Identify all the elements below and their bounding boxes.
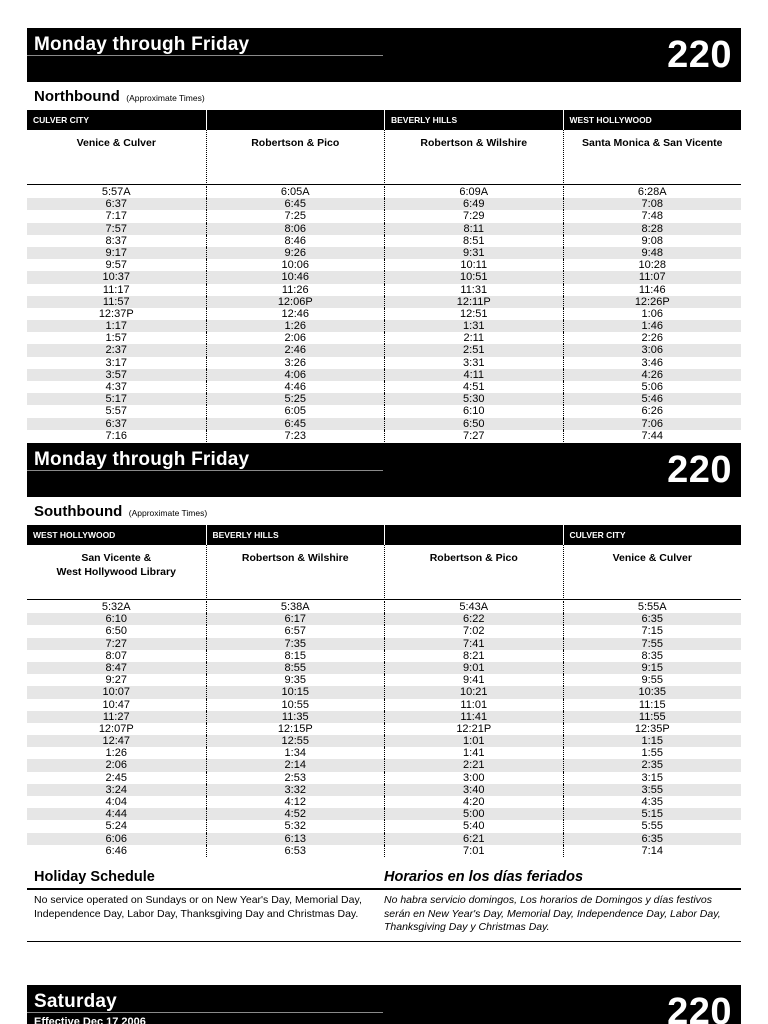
- table-row: [27, 784, 741, 796]
- table-row: [27, 259, 741, 271]
- time-cell: 5:55A: [563, 601, 742, 613]
- zone-label: BEVERLY HILLS: [384, 110, 563, 130]
- time-cell: 8:37: [105, 234, 127, 247]
- time-cell: 7:23: [206, 430, 385, 442]
- time-cell: 6:13: [206, 833, 385, 845]
- time-cell: 12:47: [102, 735, 131, 748]
- time-cell: 3:40: [384, 784, 563, 796]
- time-cell: 7:15: [563, 625, 742, 637]
- time-cell: 6:09A: [384, 186, 563, 198]
- time-cell: 4:20: [384, 796, 563, 808]
- table-row: [27, 650, 741, 662]
- holiday-text-es: No habra servicio domingos, Los horarios de Domingos y días festivos serán en New Year's Day, Memorial Day, Independence Day, Labor Day, Thanksgiving Day y Christmas Day.: [384, 894, 721, 933]
- time-cell: 8:15: [206, 650, 385, 662]
- zone-header-row: [27, 110, 741, 130]
- time-cell: 10:35: [563, 686, 742, 698]
- time-cell: 7:08: [563, 198, 742, 210]
- southbound-heading: [34, 503, 207, 521]
- time-cell: 6:53: [206, 845, 385, 857]
- time-cell: 5:00: [384, 808, 563, 820]
- time-cell: 3:17: [105, 356, 127, 369]
- time-cell: 11:26: [206, 284, 385, 296]
- time-cell: 6:26: [563, 405, 742, 417]
- time-cell: 7:27: [384, 430, 563, 442]
- time-cell: 11:15: [563, 699, 742, 711]
- table-row: [27, 601, 741, 613]
- northbound-schedule: [27, 110, 741, 443]
- time-cell: 5:25: [206, 393, 385, 405]
- time-cell: 2:14: [206, 759, 385, 771]
- time-cell: 7:25: [206, 210, 385, 222]
- time-cell: 7:14: [563, 845, 742, 857]
- table-row: [27, 344, 741, 356]
- time-cell: 3:00: [384, 772, 563, 784]
- time-cell: 7:35: [206, 638, 385, 650]
- time-cell: 7:57: [105, 222, 127, 235]
- time-cell: 12:26P: [563, 296, 742, 308]
- time-cell: 4:06: [206, 369, 385, 381]
- holiday-english: [27, 867, 384, 888]
- time-cell: 7:17: [105, 210, 127, 223]
- direction-label: Northbound: [34, 88, 120, 105]
- saturday-banner-title: Saturday: [34, 991, 117, 1012]
- time-cell: 6:05A: [206, 186, 385, 198]
- table-row: [27, 759, 741, 771]
- time-cell: 9:31: [384, 247, 563, 259]
- time-cell: 10:11: [384, 259, 563, 271]
- northbound-heading: [34, 88, 205, 106]
- table-row: [27, 772, 741, 784]
- time-cell: 4:37: [105, 381, 127, 393]
- time-cell: 3:57: [105, 368, 127, 381]
- southbound-banner: [27, 443, 741, 497]
- time-cell: 9:01: [384, 662, 563, 674]
- time-cell: 12:51: [384, 308, 563, 320]
- zone-header-row: [27, 525, 741, 545]
- banner-rule: [27, 1012, 383, 1013]
- time-cell: 1:34: [206, 747, 385, 759]
- zone-label: CULVER CITY: [563, 525, 742, 545]
- time-cell: 4:11: [384, 369, 563, 381]
- time-cell: 4:46: [206, 381, 385, 393]
- approx-note: (Approximate Times): [128, 508, 208, 518]
- time-cell: 7:27: [105, 637, 127, 650]
- time-cell: 6:06: [105, 832, 127, 845]
- table-row: [27, 284, 741, 296]
- time-cell: 6:22: [384, 613, 563, 625]
- zone-label: WEST HOLLYWOOD: [33, 530, 116, 540]
- table-row: [27, 735, 741, 747]
- banner-rule: [27, 470, 383, 471]
- time-cell: 8:07: [105, 649, 127, 662]
- banner-rule: [27, 55, 383, 56]
- southbound-schedule: [27, 525, 741, 858]
- time-cell: 7:02: [384, 625, 563, 637]
- table-row: [27, 271, 741, 283]
- table-row: [27, 186, 741, 198]
- time-cell: 10:21: [384, 686, 563, 698]
- time-cell: 5:24: [105, 820, 127, 833]
- time-cell: 10:51: [384, 271, 563, 283]
- time-cell: 9:08: [563, 235, 742, 247]
- time-cell: 9:57: [105, 259, 127, 272]
- zone-label: [384, 525, 563, 545]
- stop-name: Venice & Culver: [563, 545, 742, 600]
- time-cell: 6:10: [105, 613, 127, 626]
- time-cell: 5:40: [384, 820, 563, 832]
- table-row: [27, 247, 741, 259]
- time-table: [27, 601, 741, 857]
- time-cell: 5:32: [206, 820, 385, 832]
- time-cell: 10:46: [206, 271, 385, 283]
- holiday-english-body: [27, 890, 384, 921]
- time-cell: 6:46: [105, 844, 127, 857]
- time-cell: 9:17: [105, 246, 127, 259]
- time-cell: 9:41: [384, 674, 563, 686]
- time-cell: 3:06: [563, 344, 742, 356]
- time-cell: 5:17: [105, 393, 127, 406]
- time-cell: 1:55: [563, 747, 742, 759]
- holiday-spanish: [384, 867, 741, 888]
- time-cell: 6:45: [206, 198, 385, 210]
- time-cell: 5:15: [563, 808, 742, 820]
- time-cell: 6:28A: [563, 186, 742, 198]
- time-cell: 1:46: [563, 320, 742, 332]
- holiday-text: No service operated on Sundays or on New Year's Day, Memorial Day, Independence Day, Labor Day, Thanksgiving Day and Christmas Day.: [34, 894, 362, 920]
- time-cell: 11:41: [384, 711, 563, 723]
- time-cell: 1:26: [105, 747, 127, 760]
- time-table: [27, 186, 741, 442]
- table-row: [27, 833, 741, 845]
- time-cell: 12:11P: [384, 296, 563, 308]
- time-cell: 10:07: [102, 686, 131, 699]
- table-row: [27, 638, 741, 650]
- time-cell: 7:16: [105, 429, 127, 442]
- zone-label: CULVER CITY: [33, 115, 90, 125]
- table-row: [27, 223, 741, 235]
- holiday-spanish-body: [384, 890, 741, 935]
- table-row: [27, 296, 741, 308]
- route-number: 220: [667, 991, 732, 1024]
- time-cell: 3:32: [206, 784, 385, 796]
- holiday-title: Holiday Schedule: [34, 869, 155, 885]
- time-cell: 8:51: [384, 235, 563, 247]
- time-cell: 6:35: [563, 833, 742, 845]
- time-cell: 11:27: [102, 710, 130, 723]
- time-cell: 8:28: [563, 223, 742, 235]
- time-cell: 7:48: [563, 210, 742, 222]
- table-row: [27, 686, 741, 698]
- time-cell: 6:17: [206, 613, 385, 625]
- table-row: [27, 674, 741, 686]
- time-cell: 7:01: [384, 845, 563, 857]
- stop-name: Robertson & Wilshire: [384, 130, 563, 185]
- table-row: [27, 820, 741, 832]
- time-cell: 8:21: [384, 650, 563, 662]
- table-row: [27, 796, 741, 808]
- time-cell: 5:57A: [101, 186, 131, 198]
- approx-note: (Approximate Times): [126, 93, 205, 103]
- time-cell: 12:35P: [563, 723, 742, 735]
- table-row: [27, 723, 741, 735]
- time-cell: 1:06: [563, 308, 742, 320]
- time-cell: 5:38A: [206, 601, 385, 613]
- northbound-banner-title: Monday through Friday: [34, 34, 250, 55]
- time-cell: 5:43A: [384, 601, 563, 613]
- table-row: [27, 198, 741, 210]
- time-cell: 4:51: [384, 381, 563, 393]
- time-cell: 9:27: [105, 674, 127, 687]
- time-cell: 12:21P: [384, 723, 563, 735]
- time-cell: 6:05: [206, 405, 385, 417]
- time-cell: 5:57: [105, 405, 127, 418]
- stop-name: Robertson & Wilshire: [206, 545, 385, 600]
- stop-header-row: [27, 130, 741, 185]
- time-cell: 6:57: [206, 625, 385, 637]
- table-row: [27, 808, 741, 820]
- table-row: [27, 699, 741, 711]
- stop-name: Robertson & Pico: [384, 545, 563, 600]
- time-cell: 10:15: [206, 686, 385, 698]
- time-cell: 2:37: [105, 344, 127, 357]
- stop-name: Santa Monica & San Vicente: [563, 130, 742, 185]
- holiday-bottom-rule: [27, 941, 741, 942]
- stop-name: Robertson & Pico: [206, 130, 385, 185]
- time-cell: 11:46: [563, 284, 742, 296]
- time-cell: 4:44: [105, 808, 127, 821]
- time-cell: 5:46: [563, 393, 742, 405]
- time-cell: 11:35: [206, 711, 385, 723]
- time-cell: 2:35: [563, 759, 742, 771]
- table-row: [27, 625, 741, 637]
- time-cell: 2:46: [206, 344, 385, 356]
- time-cell: 3:24: [105, 783, 127, 796]
- zone-label: [206, 110, 385, 130]
- time-cell: 6:37: [105, 417, 127, 430]
- time-cell: 5:30: [384, 393, 563, 405]
- time-cell: 9:35: [206, 674, 385, 686]
- time-cell: 9:26: [206, 247, 385, 259]
- time-cell: 1:57: [105, 332, 127, 345]
- time-cell: 10:37: [102, 271, 131, 284]
- time-cell: 4:04: [105, 796, 127, 808]
- holiday-title-es: Horarios en los días feriados: [384, 869, 584, 885]
- time-cell: 2:06: [206, 332, 385, 344]
- time-cell: 1:17: [105, 320, 127, 333]
- table-row: [27, 308, 741, 320]
- time-cell: 12:06P: [206, 296, 385, 308]
- time-cell: 4:35: [563, 796, 742, 808]
- time-cell: 8:06: [206, 223, 385, 235]
- time-cell: 2:51: [384, 344, 563, 356]
- time-cell: 6:50: [105, 625, 127, 638]
- table-row: [27, 320, 741, 332]
- time-cell: 10:28: [563, 259, 742, 271]
- time-cell: 11:57: [102, 295, 130, 308]
- time-cell: 6:45: [206, 418, 385, 430]
- northbound-banner: [27, 28, 741, 82]
- time-cell: 9:15: [563, 662, 742, 674]
- table-row: [27, 711, 741, 723]
- time-cell: 1:26: [206, 320, 385, 332]
- table-row: [27, 369, 741, 381]
- time-cell: 5:06: [563, 381, 742, 393]
- time-cell: 1:15: [563, 735, 742, 747]
- stop-header-row: [27, 545, 741, 600]
- time-cell: 12:46: [206, 308, 385, 320]
- table-row: [27, 662, 741, 674]
- time-cell: 1:31: [384, 320, 563, 332]
- time-cell: 2:06: [105, 759, 127, 772]
- time-cell: 3:31: [384, 357, 563, 369]
- table-row: [27, 430, 741, 442]
- time-cell: 6:21: [384, 833, 563, 845]
- table-row: [27, 418, 741, 430]
- table-row: [27, 845, 741, 857]
- time-cell: 8:47: [105, 661, 127, 674]
- time-cell: 10:47: [102, 698, 131, 711]
- time-cell: 7:55: [563, 638, 742, 650]
- time-cell: 1:01: [384, 735, 563, 747]
- table-row: [27, 235, 741, 247]
- southbound-banner-title: Monday through Friday: [34, 449, 250, 470]
- zone-label: BEVERLY HILLS: [206, 525, 385, 545]
- time-cell: 8:46: [206, 235, 385, 247]
- time-cell: 4:52: [206, 808, 385, 820]
- time-cell: 9:55: [563, 674, 742, 686]
- time-cell: 3:26: [206, 357, 385, 369]
- time-cell: 11:07: [563, 271, 742, 283]
- zone-label: WEST HOLLYWOOD: [563, 110, 742, 130]
- time-cell: 7:06: [563, 418, 742, 430]
- time-cell: 2:53: [206, 772, 385, 784]
- time-cell: 11:17: [102, 283, 130, 296]
- holiday-section: [27, 867, 741, 945]
- direction-label: Southbound: [34, 503, 123, 520]
- time-cell: 2:26: [563, 332, 742, 344]
- table-row: [27, 357, 741, 369]
- time-cell: 8:11: [384, 223, 563, 235]
- time-cell: 11:31: [384, 284, 563, 296]
- table-row: [27, 747, 741, 759]
- time-cell: 3:15: [563, 772, 742, 784]
- table-row: [27, 381, 741, 393]
- time-cell: 7:41: [384, 638, 563, 650]
- time-cell: 4:12: [206, 796, 385, 808]
- time-cell: 7:44: [563, 430, 742, 442]
- time-cell: 2:11: [384, 332, 563, 344]
- table-row: [27, 613, 741, 625]
- time-cell: 5:55: [563, 820, 742, 832]
- time-cell: 6:37: [105, 198, 127, 211]
- time-cell: 7:29: [384, 210, 563, 222]
- time-cell: 5:32A: [101, 601, 131, 613]
- saturday-subtitle: Effective Dec 17 2006: [34, 1016, 146, 1024]
- time-cell: 6:49: [384, 198, 563, 210]
- time-cell: 11:55: [563, 711, 742, 723]
- table-row: [27, 332, 741, 344]
- time-cell: 9:48: [563, 247, 742, 259]
- stop-name: San Vicente & West Hollywood Library: [56, 552, 176, 578]
- time-cell: 11:01: [384, 699, 563, 711]
- time-cell: 12:07P: [98, 722, 134, 735]
- route-number: 220: [667, 449, 732, 491]
- time-cell: 8:35: [563, 650, 742, 662]
- table-row: [27, 405, 741, 417]
- time-cell: 6:50: [384, 418, 563, 430]
- time-cell: 10:06: [206, 259, 385, 271]
- time-cell: 2:45: [105, 771, 127, 784]
- route-number: 220: [667, 34, 732, 76]
- time-cell: 12:55: [206, 735, 385, 747]
- stop-name: Venice & Culver: [76, 137, 156, 149]
- time-cell: 8:55: [206, 662, 385, 674]
- time-cell: 3:46: [563, 357, 742, 369]
- time-cell: 3:55: [563, 784, 742, 796]
- time-cell: 12:37P: [98, 307, 134, 320]
- time-cell: 1:41: [384, 747, 563, 759]
- time-cell: 6:35: [563, 613, 742, 625]
- table-row: [27, 393, 741, 405]
- time-cell: 10:55: [206, 699, 385, 711]
- time-cell: 12:15P: [206, 723, 385, 735]
- saturday-banner: [27, 985, 741, 1024]
- time-cell: 2:21: [384, 759, 563, 771]
- time-cell: 4:26: [563, 369, 742, 381]
- table-row: [27, 210, 741, 222]
- time-cell: 6:10: [384, 405, 563, 417]
